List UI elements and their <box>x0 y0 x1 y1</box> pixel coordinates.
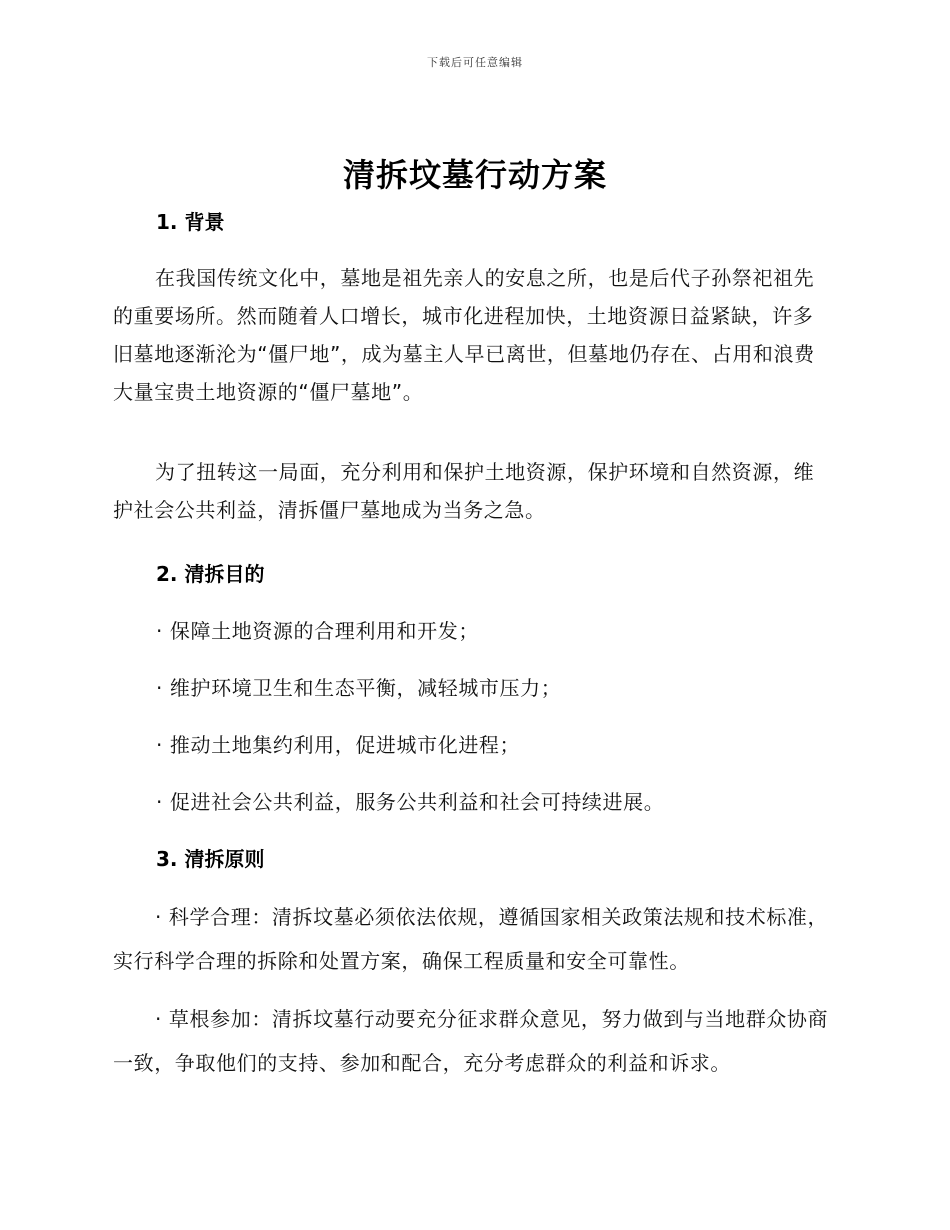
paragraph-background-1: 在我国传统文化中，墓地是祖先亲人的安息之所，也是后代子孙祭祀祖先的重要场所。然而随着人口增长，城市化进程加快，土地资源日益紧缺，许多旧墓地逐渐沦为“僵尸地”，成为墓主人早已离世，但墓地仍存在、占用和浪费大量宝贵土地资源的“僵尸墓地”。 <box>113 266 815 404</box>
purpose-item-1: · 保障土地资源的合理利用和开发； <box>156 619 479 643</box>
purpose-item-4: · 促进社会公共利益，服务公共利益和社会可持续进展。 <box>156 790 665 814</box>
section-heading-purpose: 2. 清拆目的 <box>156 562 265 586</box>
paragraph-background-2: 为了扭转这一局面，充分利用和保护土地资源，保护环境和自然资源，维护社会公共利益，清拆僵尸墓地成为当务之急。 <box>113 460 815 522</box>
section-heading-principles: 3. 清拆原则 <box>156 847 265 871</box>
purpose-item-3: · 推动土地集约利用，促进城市化进程； <box>156 733 521 757</box>
principle-item-2: · 草根参加：清拆坟墓行动要充分征求群众意见，努力做到与当地群众协商一致，争取他们的支持、参加和配合，充分考虑群众的利益和诉求。 <box>113 1007 829 1075</box>
purpose-item-2: · 维护环境卫生和生态平衡，减轻城市压力； <box>156 676 562 700</box>
principle-item-1: · 科学合理：清拆坟墓必须依法依规，遵循国家相关政策法规和技术标准，实行科学合理的拆除和处置方案，确保工程质量和安全可靠性。 <box>113 905 829 973</box>
page-title: 清拆坟墓行动方案 <box>342 156 607 194</box>
section-heading-background: 1. 背景 <box>156 210 225 234</box>
header-note: 下载后可任意编辑 <box>427 56 523 69</box>
